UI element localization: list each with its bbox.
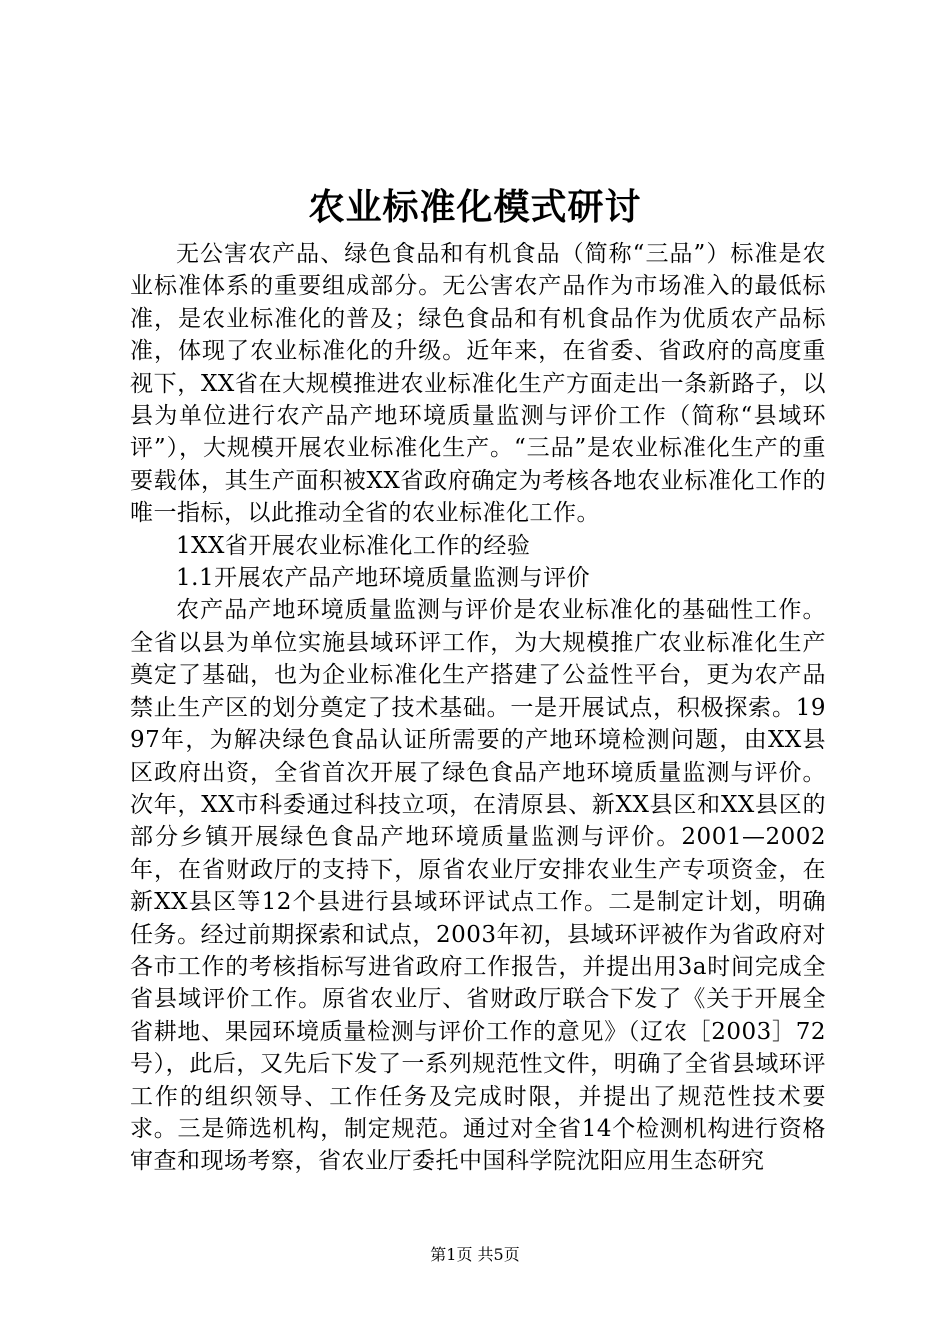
page-number-footer: 第1页 共5页: [430, 1245, 520, 1264]
paragraph-body: 农产品产地环境质量监测与评价是农业标准化的基础性工作。全省以县为单位实施县域环评工作，为大规模推广农业标准化生产奠定了基础，也为企业标准化生产搭建了公益性平台，更为农产品禁止生产区的划分奠定了技术基础。一是开展试点，积极探索。1997年，为解决绿色食品认证所需要的产地环境检测问题，由XX县区政府出资，全省首次开展了绿色食品产地环境质量监测与评价。次年，XX市科委通过科技立项，在清原县、新XX县区和XX县区的部分乡镇开展绿色食品产地环境质量监测与评价。2001—2002年，在省财政厅的支持下，原省农业厅安排农业生产专项资金，在新XX县区等12个县进行县域环评试点工作。二是制定计划，明确任务。经过前期探索和试点，2003年初，县域环评被作为省政府对各市工作的考核指标写进省政府工作报告，并提出用3a时间完成全省县域评价工作。原省农业厅、省财政厅联合下发了《关于开展全省耕地、果园环境质量检测与评价工作的意见》（辽农［2003］72号），此后，又先后下发了一系列规范性文件，明确了全省县域环评工作的组织领导、工作任务及完成时限，并提出了规范性技术要求。三是筛选机构，制定规范。通过对全省14个检测机构进行资格审查和现场考察，省农业厅委托中国科学院沈阳应用生态研究: [130, 597, 826, 1175]
document-title: 农业标准化模式研讨: [308, 186, 642, 228]
paragraph-intro: 无公害农产品、绿色食品和有机食品（简称“三品”）标准是农业标准体系的重要组成部分。无公害农产品作为市场准入的最低标准，是农业标准化的普及；绿色食品和有机食品作为优质农产品标准，体现了农业标准化的升级。近年来，在省委、省政府的高度重视下，XX省在大规模推进农业标准化生产方面走出一条新路子，以县为单位进行农产品产地环境质量监测与评价工作（简称“县域环评”），大规模开展农业标准化生产。“三品”是农业标准化生产的重要载体，其生产面积被XX省政府确定为考核各地农业标准化工作的唯一指标，以此推动全省的农业标准化工作。: [130, 241, 826, 527]
document-body: [130, 238, 826, 1178]
subsection-heading-1-1: 1.1开展农产品产地环境质量监测与评价: [176, 565, 591, 592]
section-heading-1: 1XX省开展农业标准化工作的经验: [176, 532, 531, 559]
